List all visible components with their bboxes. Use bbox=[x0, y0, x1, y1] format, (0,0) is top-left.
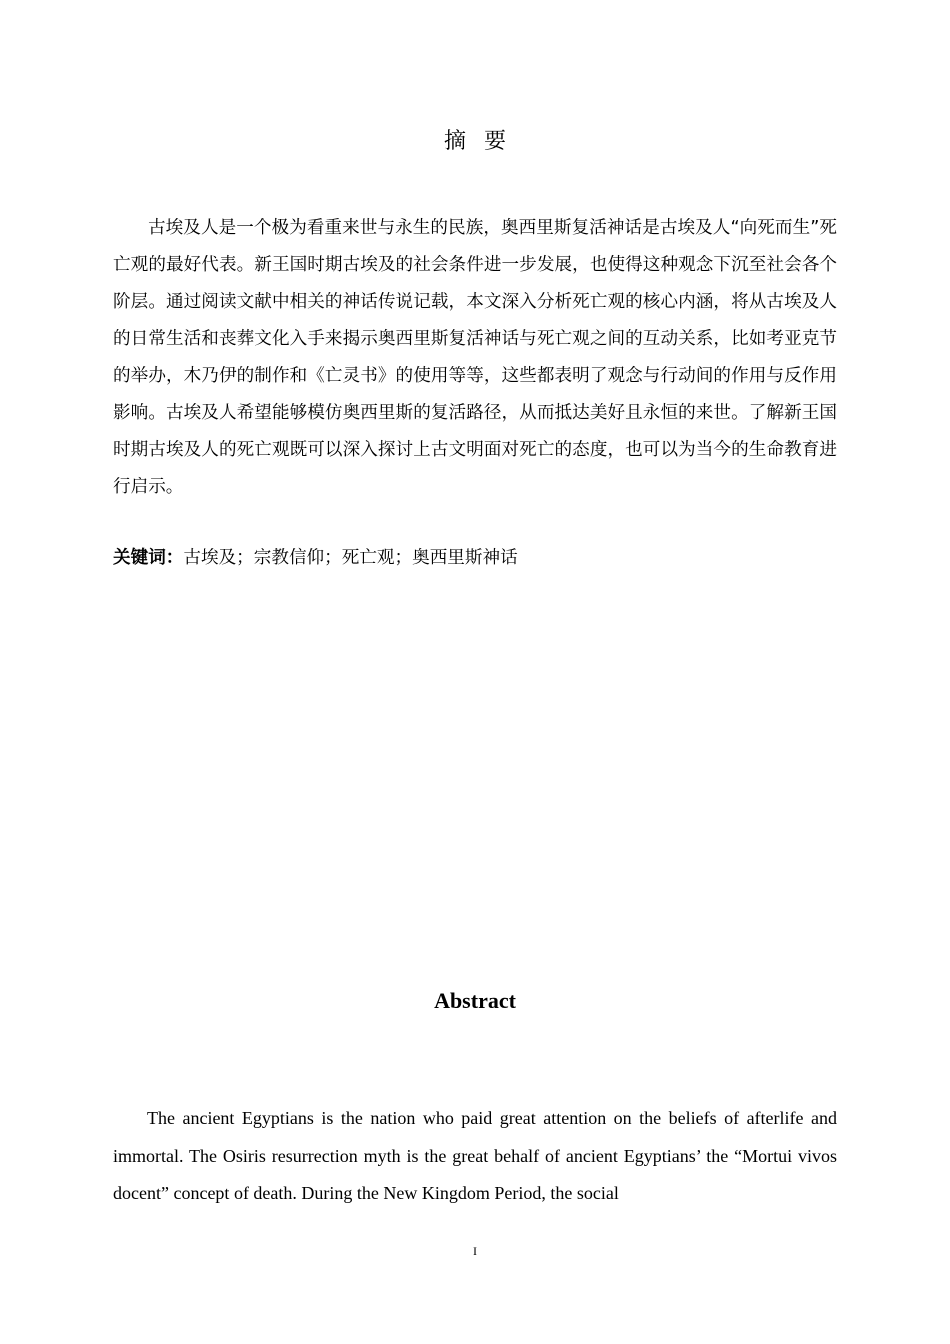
keywords-label: 关键词： bbox=[113, 548, 184, 568]
chinese-keywords bbox=[113, 543, 837, 573]
english-abstract-title: Abstract bbox=[434, 988, 516, 1013]
keywords-list: 古埃及；宗教信仰；死亡观；奥西里斯神话 bbox=[183, 548, 518, 568]
page-number: I bbox=[473, 1244, 477, 1258]
chinese-abstract-body: 古埃及人是一个极为看重来世与永生的民族，奥西里斯复活神话是古埃及人“向死而生”死亡观的最好代表。新王国时期古埃及的社会条件进一步发展，也使得这种观念下沉至社会各个阶层。通过阅读文献中相关的神话传说记载，本文深入分析死亡观的核心内涵，将从古埃及人的日常生活和丧葬文化入手来揭示奥西里斯复活神话与死亡观之间的互动关系，比如考亚克节的举办，木乃伊的制作和《亡灵书》的使用等等，这些都表明了观念与行动间的作用与反作用影响。古埃及人希望能够模仿奥西里斯的复活路径，从而抵达美好且永恒的来世。了解新王国时期古埃及人的死亡观既可以深入探讨上古文明面对死亡的态度，也可以为当今的生命教育进行启示。 bbox=[113, 218, 837, 497]
english-abstract-body: The ancient Egyptians is the nation who paid great attention on the beliefs of afterlife and immortal. The Osiris resurrection myth is the great behalf of ancient Egyptians’ the “Mortui vivos docent” concept of death. During the New Kingdom Period, the social bbox=[113, 1108, 837, 1203]
chinese-abstract-title: 摘要 bbox=[443, 129, 524, 154]
